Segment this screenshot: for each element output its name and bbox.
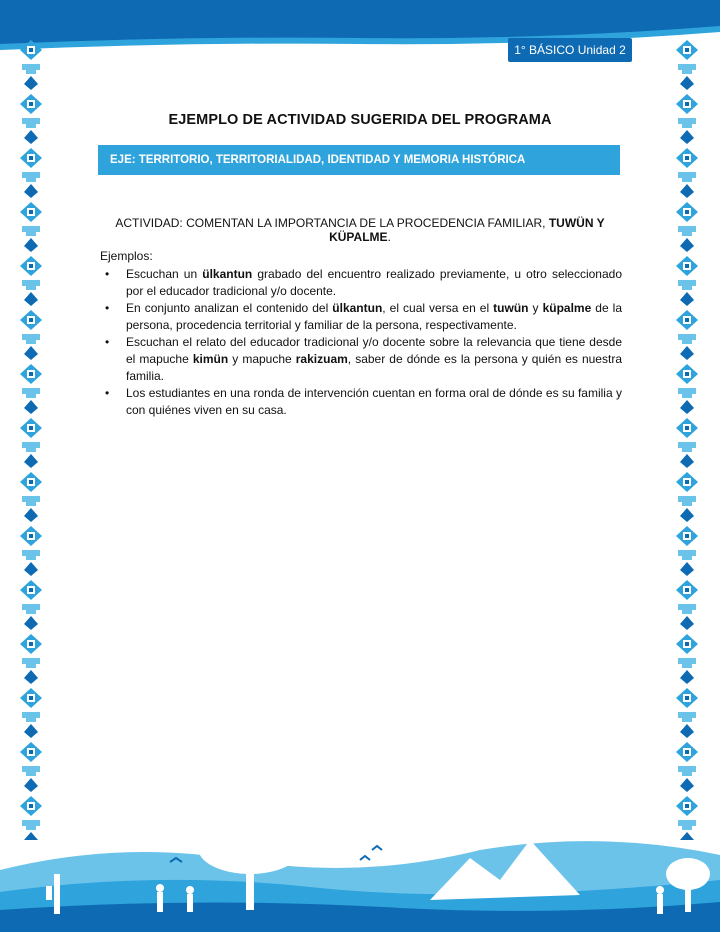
bullet-text: de la persona, procedencia territorial y familiar de la persona, respectivamente.	[126, 301, 622, 332]
bullet-bold-term: rakizuam	[295, 352, 348, 366]
bullet-text: , saber de dónde es la persona y quién es nuestra familia.	[126, 352, 622, 383]
activity-heading	[100, 216, 620, 244]
bullet-text: grabado del encuentro realizado previamente, u otro seleccionado por el educador tradicional y/o docente.	[126, 267, 622, 298]
page-title: EJEMPLO DE ACTIVIDAD SUGERIDA DEL PROGRAMA	[168, 112, 552, 128]
examples-list	[100, 266, 622, 419]
bullet-bold-term: küpalme	[542, 301, 592, 315]
bullet-bold-term: ülkantun	[202, 267, 253, 281]
bullet-text: y mapuche	[228, 352, 296, 366]
examples-label: Ejemplos:	[100, 249, 153, 263]
mapuche-textile-pattern-icon	[18, 40, 44, 840]
list-item	[100, 385, 622, 419]
bullet-bold-term: ülkantun	[332, 301, 383, 315]
activity-suffix: .	[387, 230, 391, 244]
bullet-text: En conjunto analizan el contenido del	[126, 301, 333, 315]
bullet-text: , el cual versa en el	[382, 301, 494, 315]
list-item	[100, 266, 622, 300]
bullet-text: y	[528, 301, 543, 315]
bullet-bold-term: kimün	[192, 352, 229, 366]
axis-heading-box: EJE: TERRITORIO, TERRITORIALIDAD, IDENTIDAD Y MEMORIA HISTÓRICA	[98, 145, 620, 175]
list-item	[100, 300, 622, 334]
bullet-text: Escuchan un	[126, 267, 203, 281]
activity-bold: TUWÜN Y KÜPALME	[329, 216, 605, 244]
bullet-text: Los estudiantes en una ronda de intervención cuentan en forma oral de dónde es su familia y con quiénes viven en su casa.	[126, 386, 622, 417]
bullet-text: Escuchan el relato del educador tradicional y/o docente sobre la relevancia que tiene desde el mapuche	[126, 335, 622, 366]
activity-prefix: ACTIVIDAD: COMENTAN LA IMPORTANCIA DE LA PROCEDENCIA FAMILIAR,	[115, 216, 549, 230]
bullet-bold-term: tuwün	[493, 301, 529, 315]
examples-section	[100, 248, 622, 419]
grade-unit-tag: 1° BÁSICO Unidad 2	[508, 38, 632, 62]
mapuche-textile-pattern-icon	[674, 40, 700, 840]
landscape-silhouette-icon	[0, 800, 720, 932]
list-item	[100, 334, 622, 385]
